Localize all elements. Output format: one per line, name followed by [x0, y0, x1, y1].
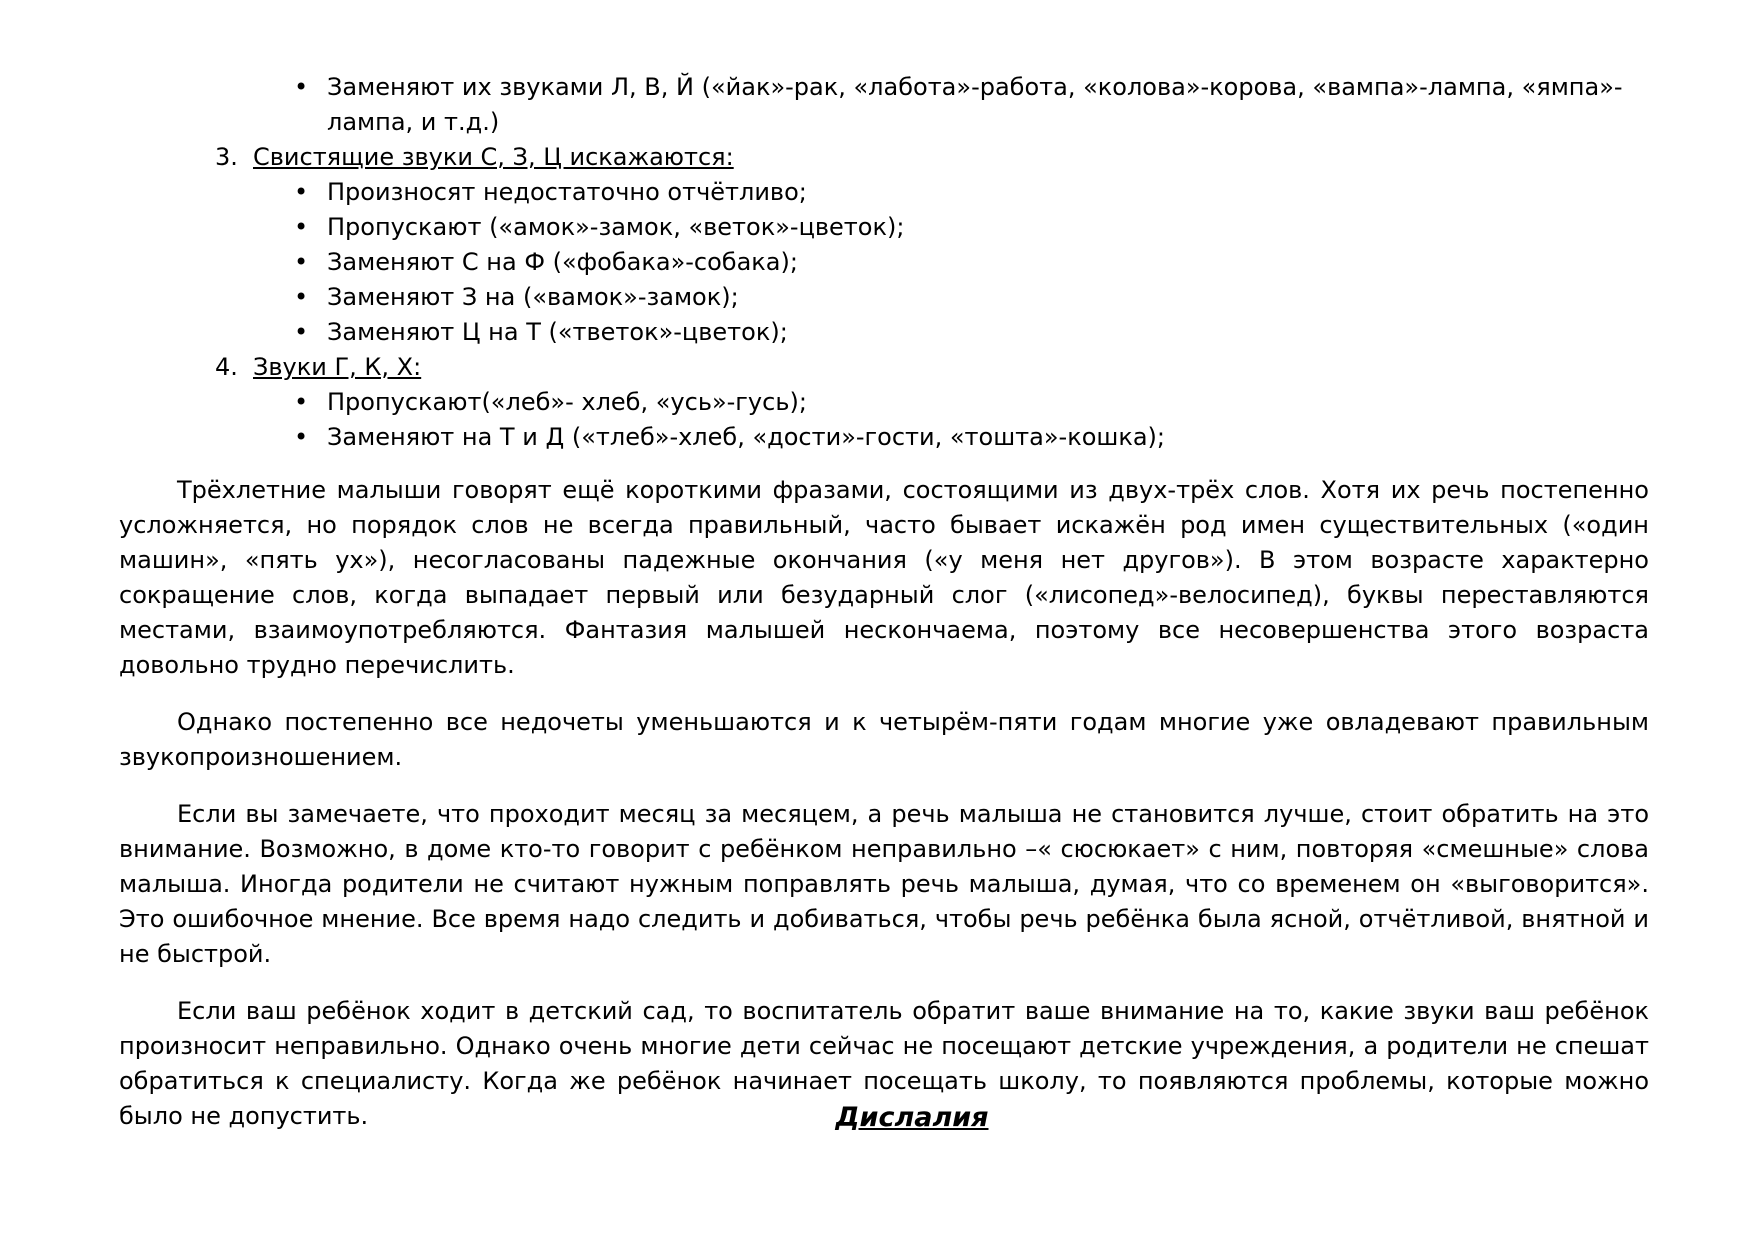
section-title: Звуки Г, К, Х: — [253, 353, 422, 381]
bullet-icon: • — [294, 283, 309, 311]
section-title: Свистящие звуки С, З, Ц искажаются: — [253, 143, 734, 171]
list-item-text: Пропускают(«леб»- хлеб, «усь»-гусь); — [327, 388, 807, 416]
bullet-icon: • — [294, 423, 309, 451]
document-page — [119, 70, 1649, 1134]
section-4-list — [119, 385, 1649, 455]
top-bullet-list — [119, 70, 1649, 140]
section-heading-dyslalia: Дислалия — [835, 1102, 989, 1133]
bullet-icon: • — [294, 388, 309, 416]
paragraph: Если ваш ребёнок ходит в детский сад, то воспитатель обратит ваше внимание на то, какие звуки ваш ребёнок произносит неправильно. Однако очень многие дети сейчас не посещают детские учреждения, а родители не спешат обратиться к специалисту. Когда же ребёнок начинает посещать школу, то появляются проблемы, которые можно было не допустить. — [119, 997, 1649, 1130]
section-number: 4. — [215, 353, 238, 381]
bullet-icon: • — [294, 213, 309, 241]
bullet-icon: • — [294, 178, 309, 206]
list-item-text: Заменяют З на («вамок»-замок); — [327, 283, 739, 311]
list-item-text: Заменяют на Т и Д («тлеб»-хлеб, «дости»-гости, «тошта»-кошка); — [327, 423, 1166, 451]
bullet-icon: • — [294, 318, 309, 346]
section-3-heading — [119, 140, 1649, 175]
section-number: 3. — [215, 143, 238, 171]
section-3-list — [119, 175, 1649, 350]
paragraph: Если вы замечаете, что проходит месяц за месяцем, а речь малыша не становится лучше, стоит обратить на это внимание. Возможно, в доме кто-то говорит с ребёнком неправильно –« сюсюкает» с ним, повторяя «смешные» слова малыша. Иногда родители не считают нужным поправлять речь малыша, думая, что со временем он «выговорится». Это ошибочное мнение. Все время надо следить и добиваться, чтобы речь ребёнка была ясной, отчётливой, внятной и не быстрой. — [119, 800, 1649, 968]
list-item — [294, 70, 1649, 140]
list-item-text: Произносят недостаточно отчётливо; — [327, 178, 807, 206]
bullet-icon: • — [294, 73, 309, 101]
list-item — [294, 280, 1649, 315]
list-item — [294, 315, 1649, 350]
list-item-text: Заменяют их звуками Л, В, Й («йак»-рак, «лабота»-работа, «колова»-корова, «вампа»-лампа, «ямпа»-лампа, и т.д.) — [327, 73, 1623, 136]
list-item-text: Заменяют С на Ф («фобака»-собака); — [327, 248, 798, 276]
list-item-text: Пропускают («амок»-замок, «веток»-цветок); — [327, 213, 905, 241]
paragraph: Трёхлетние малыши говорят ещё короткими фразами, состоящими из двух-трёх слов. Хотя их речь постепенно усложняется, но порядок слов не всегда правильный, часто бывает искажён род имен существительных («один машин», «пять ух»), несогласованы падежные окончания («у меня нет другов»). В этом возрасте характерно сокращение слов, когда выпадает первый или безударный слог («лисопед»-велосипед), буквы переставляются местами, взаимоупотребляются. Фантазия малышей нескончаема, поэтому все несовершенства этого возраста довольно трудно перечислить. — [119, 476, 1649, 679]
bullet-icon: • — [294, 248, 309, 276]
list-item — [294, 210, 1649, 245]
section-4-heading — [119, 350, 1649, 385]
list-item-text: Заменяют Ц на Т («тветок»-цветок); — [327, 318, 788, 346]
list-item — [294, 245, 1649, 280]
list-item — [294, 420, 1649, 455]
list-item — [294, 385, 1649, 420]
list-item — [294, 175, 1649, 210]
paragraph: Однако постепенно все недочеты уменьшаются и к четырём-пяти годам многие уже овладевают правильным звукопроизношением. — [119, 708, 1649, 771]
